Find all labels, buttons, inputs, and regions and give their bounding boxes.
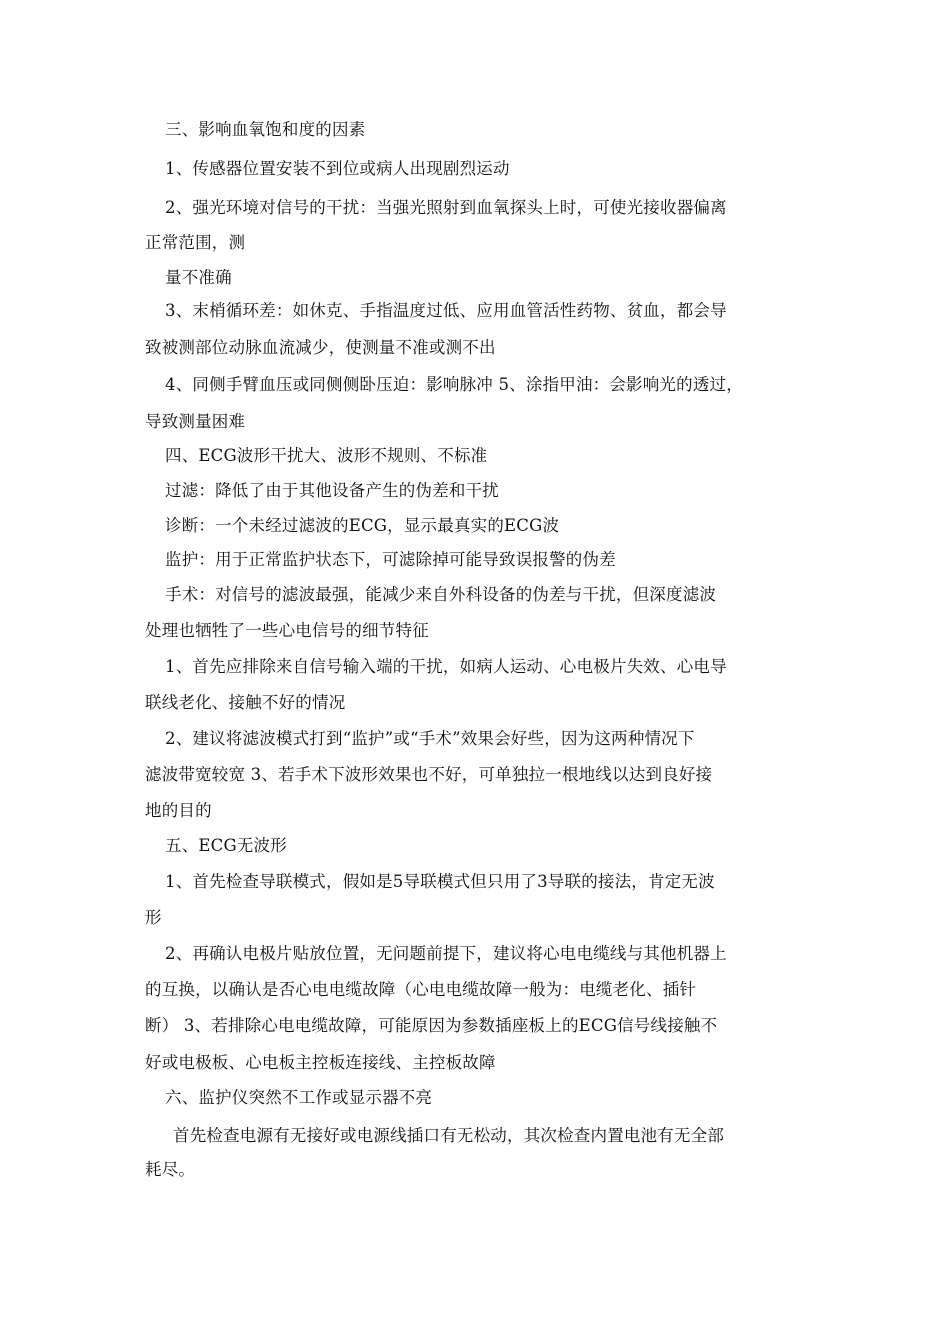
text-line: 耗尽。	[145, 1160, 196, 1179]
text-line: 手术：对信号的滤波最强，能减少来自外科设备的伪差与干扰，但深度滤波	[165, 585, 717, 604]
text-line: 导致测量困难	[145, 412, 246, 431]
text-line: 过滤：降低了由于其他设备产生的伪差和干扰	[165, 481, 499, 500]
text-line: 首先检查电源有无接好或电源线插口有无松动，其次检查内置电池有无全部	[173, 1126, 725, 1145]
text-line: 4、同侧手臂血压或同侧侧卧压迫：影响脉冲 5、涂指甲油：会影响光的透过，	[165, 375, 743, 394]
text-line: 三、影响血氧饱和度的因素	[165, 120, 366, 139]
text-line: 处理也牺牲了一些心电信号的细节特征	[145, 621, 429, 640]
text-line: 1、传感器位置安装不到位或病人出现剧烈运动	[165, 159, 510, 178]
text-line: 五、ECG无波形	[165, 836, 287, 855]
text-line: 正常范围，测	[145, 233, 246, 252]
text-line: 联线老化、接触不好的情况	[145, 693, 346, 712]
text-line: 好或电极板、心电板主控板连接线、主控板故障	[145, 1053, 496, 1072]
text-line: 3、末梢循环差：如休克、手指温度过低、应用血管活性药物、贫血，都会导	[165, 301, 727, 320]
text-line: 1、首先检查导联模式，假如是5导联模式但只用了3导联的接法，肯定无波	[165, 872, 715, 891]
text-line: 量不准确	[165, 268, 232, 287]
text-line: 2、强光环境对信号的干扰：当强光照射到血氧探头上时，可使光接收器偏离	[165, 198, 727, 217]
text-line: 地的目的	[145, 801, 212, 820]
text-line: 断） 3、若排除心电电缆故障，可能原因为参数插座板上的ECG信号线接触不	[145, 1016, 718, 1035]
text-line: 的互换，以确认是否心电电缆故障（心电电缆故障一般为：电缆老化、插针	[145, 980, 697, 999]
text-line: 六、监护仪突然不工作或显示器不亮	[165, 1088, 433, 1107]
text-line: 四、ECG波形干扰大、波形不规则、不标准	[165, 446, 488, 465]
text-line: 1、首先应排除来自信号输入端的干扰，如病人运动、心电极片失效、心电导	[165, 657, 727, 676]
text-line: 监护：用于正常监护状态下，可滤除掉可能导致误报警的伪差	[165, 550, 616, 569]
text-line: 2、建议将滤波模式打到“监护”或“手术”效果会好些，因为这两种情况下	[165, 729, 695, 748]
text-line: 2、再确认电极片贴放位置，无问题前提下，建议将心电电缆线与其他机器上	[165, 944, 727, 963]
text-line: 致被测部位动脉血流减少，使测量不准或测不出	[145, 338, 496, 357]
text-line: 形	[145, 908, 162, 927]
text-line: 滤波带宽较宽 3、若手术下波形效果也不好，可单独拉一根地线以达到良好接	[145, 765, 713, 784]
text-line: 诊断：一个未经过滤波的ECG，显示最真实的ECG波	[165, 516, 560, 535]
